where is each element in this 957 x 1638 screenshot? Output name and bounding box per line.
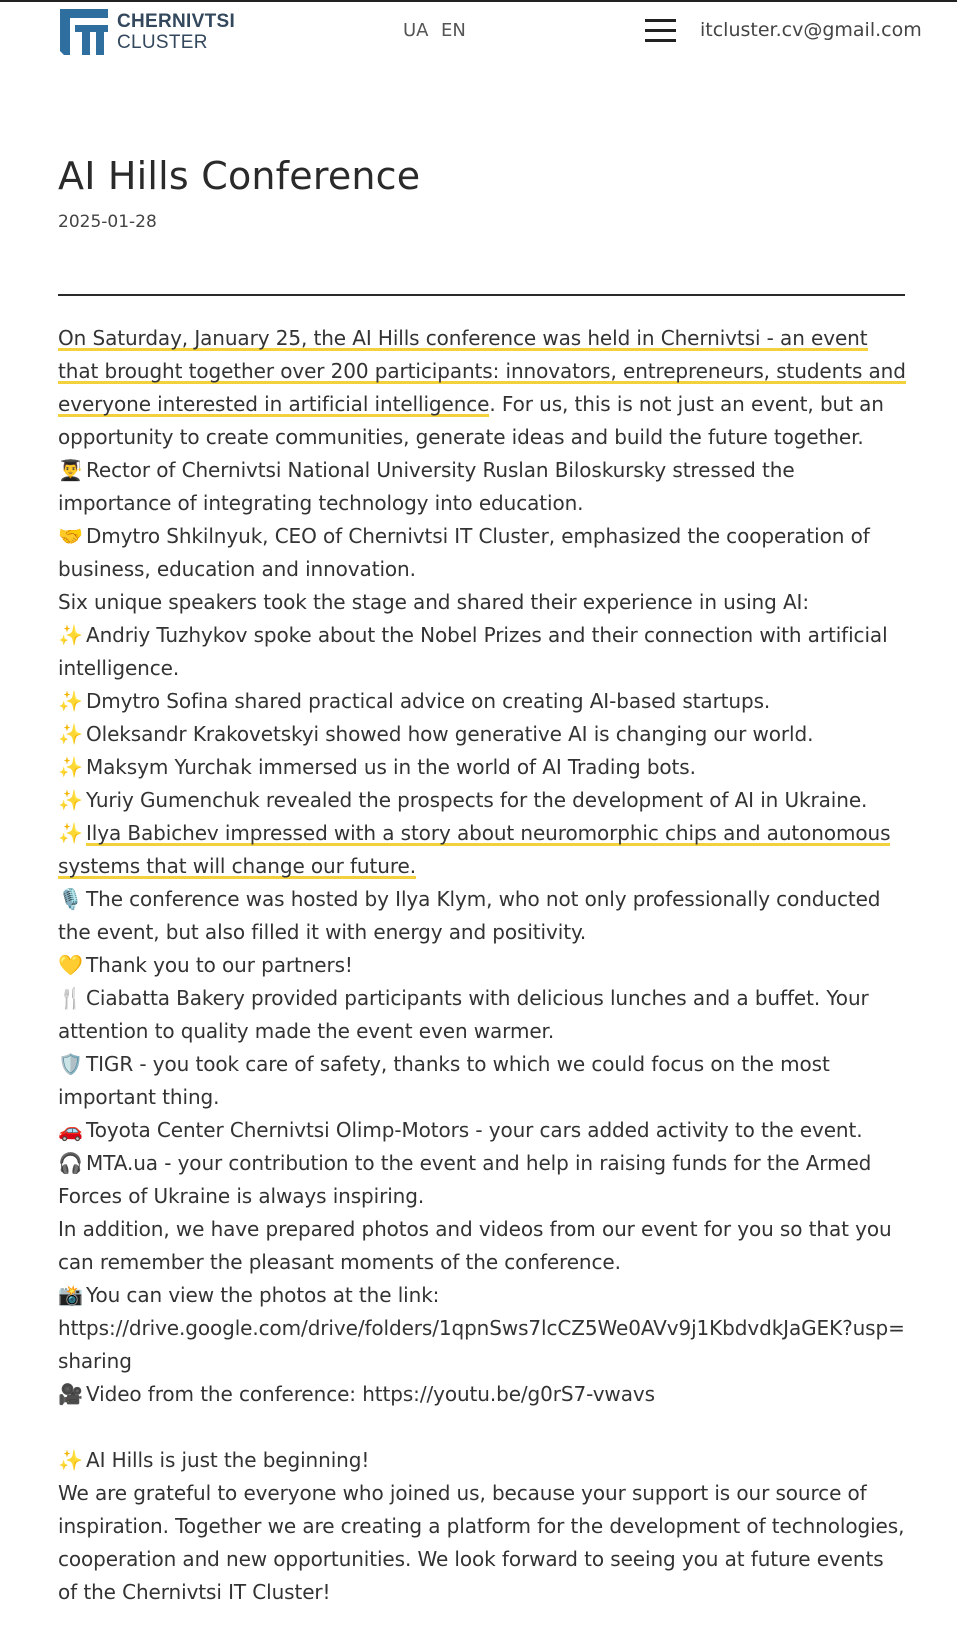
intro-rest: . For us, this is not just an event, but an opportunity to create communities, generate ideas and build the future together. — [58, 392, 884, 449]
fork-knife-icon: 🍴 — [58, 986, 83, 1010]
sparkles-icon: ✨ — [58, 689, 83, 713]
lang-en-link[interactable]: EN — [441, 20, 466, 41]
partner-tigr — [58, 1048, 908, 1114]
lang-ua-link[interactable]: UA — [403, 20, 429, 41]
toyota-text: Toyota Center Chernivtsi Olimp-Motors - your cars added activity to the event. — [86, 1118, 863, 1142]
host-text: The conference was hosted by Ilya Klym, who not only professionally conducted the event, but also filled it with energy and positivity. — [58, 887, 881, 944]
shield-icon: 🛡️ — [58, 1052, 83, 1076]
thanks-text: Thank you to our partners! — [86, 953, 353, 977]
site-header — [0, 0, 957, 64]
video-label: Video from the conference: — [86, 1382, 356, 1406]
speaker-item — [58, 817, 908, 883]
article-body — [58, 322, 908, 1609]
photos-link[interactable]: https://drive.google.com/drive/folders/1qpnSws7lcCZ5We0AVv9j1KbdvdkJaGEK?usp=sharing — [58, 1316, 905, 1373]
speaker-text: Oleksandr Krakovetskyi showed how generative AI is changing our world. — [86, 722, 814, 746]
speaker-text: Andriy Tuzhykov spoke about the Nobel Prizes and their connection with artificial intelligence. — [58, 623, 888, 680]
ceo-text: Dmytro Shkilnyuk, CEO of Chernivtsi IT Cluster, emphasized the cooperation of business, education and innovation. — [58, 524, 870, 581]
page-title: AI Hills Conference — [58, 154, 421, 198]
camera-icon: 📸 — [58, 1283, 83, 1307]
tigr-text: TIGR - you took care of safety, thanks to which we could focus on the most important thing. — [58, 1052, 830, 1109]
sparkles-icon: ✨ — [58, 722, 83, 746]
thanks-paragraph — [58, 949, 908, 982]
hamburger-menu-icon[interactable] — [645, 19, 676, 43]
partner-mta — [58, 1147, 908, 1213]
ciabatta-text: Ciabatta Bakery provided participants with delicious lunches and a buffet. Your attention to quality made the event even warmer. — [58, 986, 869, 1043]
speaker-item — [58, 619, 908, 685]
video-link[interactable]: https://youtu.be/g0rS7-vwavs — [362, 1382, 655, 1406]
partner-ciabatta — [58, 982, 908, 1048]
speaker-item — [58, 751, 908, 784]
sparkles-icon: ✨ — [58, 623, 83, 647]
article-intro — [58, 322, 908, 454]
speaker-text: Yuriy Gumenchuk revealed the prospects for the development of AI in Ukraine. — [86, 788, 868, 812]
microphone-icon: 🎙️ — [58, 887, 83, 911]
beginning-text: AI Hills is just the beginning! — [86, 1448, 370, 1472]
sparkles-icon: ✨ — [58, 821, 83, 845]
photos-link-paragraph — [58, 1312, 908, 1378]
site-logo[interactable] — [60, 9, 235, 55]
logo-icon — [60, 9, 108, 55]
photos-paragraph — [58, 1279, 908, 1312]
speaker-item — [58, 718, 908, 751]
grateful-paragraph: We are grateful to everyone who joined us, because your support is our source of inspiration. Together we are creating a platform for the development of technologies, cooperation and new opportunities. We look forward to seeing you at future events of the Chernivtsi IT Cluster! — [58, 1481, 905, 1604]
video-camera-icon: 🎥 — [58, 1382, 83, 1406]
mta-text: MTA.ua - your contribution to the event and help in raising funds for the Armed Forces of Ukraine is always inspiring. — [58, 1151, 872, 1208]
beginning-paragraph — [58, 1444, 908, 1477]
sparkles-icon: ✨ — [58, 788, 83, 812]
sparkles-icon: ✨ — [58, 755, 83, 779]
header-email-link[interactable]: itcluster.cv@gmail.com — [700, 19, 922, 41]
graduate-icon: 👨‍🎓 — [58, 458, 83, 482]
yellow-heart-icon: 💛 — [58, 953, 83, 977]
logo-title: CHERNIVTSI — [117, 11, 236, 32]
rector-paragraph — [58, 454, 908, 520]
rector-text: Rector of Chernivtsi National University Ruslan Biloskursky stressed the importance of integrating technology into education. — [58, 458, 795, 515]
logo-subtitle: CLUSTER — [117, 32, 208, 53]
sparkles-icon: ✨ — [58, 1448, 83, 1472]
spacer — [58, 1411, 908, 1444]
handshake-icon: 🤝 — [58, 524, 83, 548]
publish-date: 2025-01-28 — [58, 212, 157, 232]
car-icon: 🚗 — [58, 1118, 83, 1142]
video-paragraph — [58, 1378, 908, 1411]
ceo-paragraph — [58, 520, 908, 586]
title-divider — [58, 294, 905, 296]
host-paragraph — [58, 883, 908, 949]
photos-label: You can view the photos at the link: — [86, 1283, 440, 1307]
addition-paragraph: In addition, we have prepared photos and videos from our event for you so that you can remember the pleasant moments of the conference. — [58, 1217, 892, 1274]
speaker-text: Dmytro Sofina shared practical advice on creating AI-based startups. — [86, 689, 771, 713]
speaker-text: Maksym Yurchak immersed us in the world of AI Trading bots. — [86, 755, 696, 779]
intro-highlight: On Saturday, January 25, the AI Hills conference was held in Chernivtsi - an event that brought together over 200 participants: innovators, entrepreneurs, students and everyone interested in artificial intelligence — [58, 326, 906, 416]
headphones-icon: 🎧 — [58, 1151, 83, 1175]
speaker-item — [58, 685, 908, 718]
speakers-intro: Six unique speakers took the stage and shared their experience in using AI: — [58, 590, 809, 614]
partner-toyota — [58, 1114, 908, 1147]
speaker-text-highlight: Ilya Babichev impressed with a story about neuromorphic chips and autonomous systems that will change our future. — [58, 821, 891, 878]
speaker-item — [58, 784, 908, 817]
